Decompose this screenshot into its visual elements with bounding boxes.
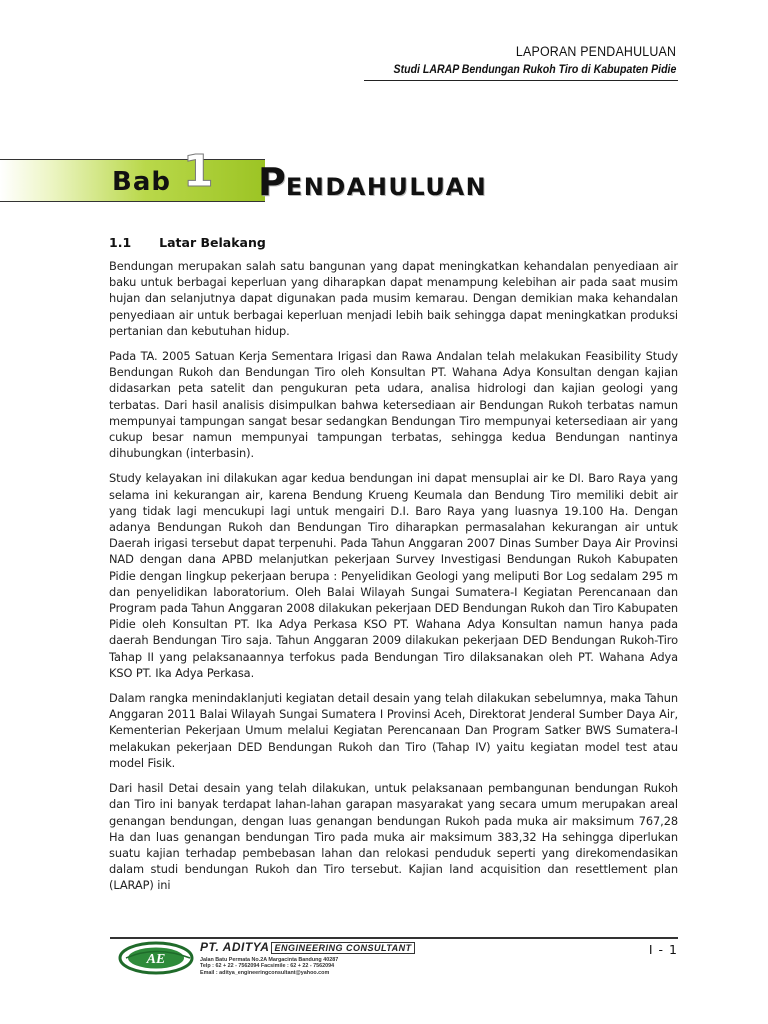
address-line: Telp : 62 + 22 - 7562094 Facsimile : 62 + 22 - 7562094 [200,963,335,970]
address-line: Jalan Batu Permata No.2A Margacinta Bandung 40287 [200,957,339,963]
chapter-title [258,160,487,204]
page-number: I - 1 [648,942,678,957]
body-text [109,258,678,903]
company-tag: ENGINEERING CONSULTANT [271,942,414,954]
chapter-label: Bab [112,167,171,197]
chapter-title-initial: P [258,160,286,204]
section-number: 1.1 [109,235,132,250]
paragraph: Bendungan merupakan salah satu bangunan yang dapat meningkatkan kehandalan penyediaan air baku untuk berbagai keperluan yang diharapkan dapat menampung kelebihan air pada saat musim hujan dan selanjutnya dapat digunakan pada musim kemarau. Dengan demikian maka kehandalan penyediaan air untuk berbagai keperluan menjadi lebih baik sehingga dapat meningkatkan produksi pertanian dan kebutuhan hidup. [109,259,678,338]
paragraph: Pada TA. 2005 Satuan Kerja Sementara Irigasi dan Rawa Andalan telah melakukan Feasibility Study Bendungan Rukoh dan Bendungan Tiro oleh Konsultan PT. Wahana Adya Konsultan dengan kajian didasarkan peta satelit dan pengukuran peta udara, analisa hidrologi dan kajian geologi yang terbatas. Dari hasil analisis disimpulkan bahwa ketersediaan air Bendungan Rukoh terbatas namun mempunyai tampungan sangat besar sedangkan Bendungan Tiro mempunyai ketersediaan air yang cukup besar namun mempunyai tampungan terbatas, sehingga kedua Bendungan nantinya dihubungkan (interbasin). [109,349,678,461]
body-bottom-margin [100,922,700,936]
chapter-title-rest: ENDAHULUAN [285,173,488,201]
running-header-title: LAPORAN PENDAHULUAN [515,44,676,59]
paragraph: Dari hasil Detai desain yang telah dilakukan, untuk pelaksanaan pembangunan bendungan Rukoh dan Tiro ini banyak terdapat lahan-lahan garapan masyarakat yang secara umum merupakan areal genangan bendungan, dengan luas genangan bendungan Rukoh pada muka air maksimum 767,28 Ha dan luas genangan bendungan Tiro pada muka air maksimum 383,32 Ha sehingga diperlukan suatu kajian terhadap pembebasan lahan dan relokasi penduduk seperti yang direkomendasikan dalam studi bendungan Rukoh dan Tiro tersebut. Kajian land acquisition dan resettlement plan (LARAP) ini [109,781,678,893]
company-address [200,957,338,976]
header-rule [364,80,678,81]
footer-rule [110,937,678,939]
paragraph: Study kelayakan ini dilakukan agar kedua bendungan ini dapat mensuplai air ke DI. Baro Raya yang selama ini kekurangan air, karena Bendung Krueng Keumala dan Bendung Tiro memiliki debit air yang tidak lagi mencukupi lagi untuk mengairi D.I. Baro Raya yang luasnya 19.100 Ha. Dengan adanya Bendungan Rukoh dan Bendungan Tiro diharapkan permasalahan kekurangan air untuk Daerah irigasi tersebut dapat terpenuhi. Pada Tahun Anggaran 2007 Dinas Sumber Daya Air Provinsi NAD dengan dana APBD melanjutkan pekerjaan Survey Investigasi Bendungan Rukoh Kabupaten Pidie dengan lingkup pekerjaan berupa : Penyelidikan Geologi yang meliputi Bor Log sedalam 295 m dan penyelidikan laboratorium. Oleh Balai Wilayah Sungai Sumatera-I Kegiatan Perencanaan dan Program pada Tahun Anggaran 2008 dilakukan pekerjaan DED Bendungan Rukoh dan Tiro Kabupaten Pidie oleh Konsultan PT. Ika Adya Perkasa KSO PT. Wahana Adya Konsultan namun hanya pada daerah Bendungan Tiro saja. Tahun Anggaran 2009 dilakukan pekerjaan DED Bendungan Rukoh-Tiro Tahap II yang pelaksanaannya terfokus pada Bendungan Tiro dilaksanakan oleh PT. Wahana Adya KSO PT. Ika Adya Perkasa. [109,471,679,680]
section-heading [109,235,266,250]
logo-lettering: AE [146,952,166,967]
chapter-number: 1 [183,146,214,197]
paragraph: Dalam rangka menindaklanjuti kegiatan detail desain yang telah dilakukan sebelumnya, maka Tahun Anggaran 2011 Balai Wilayah Sungai Sumatera I Provinsi Aceh, Direktorat Jenderal Sumber Daya Air, Kementerian Pekerjaan Umum melalui Kegiatan Perencanaan Dan Program Satker BWS Sumatera-I melakukan pekerjaan DED Bendungan Rukoh dan Tiro (Tahap IV) yaitu kegiatan model test atau model Fisik. [109,691,678,770]
address-line: Email : aditya_engineeringconsultant@yahoo.com [200,969,330,976]
company-name [200,940,415,954]
section-title: Latar Belakang [159,235,266,250]
company-logo [118,941,198,975]
running-header-subtitle: Studi LARAP Bendungan Rukoh Tiro di Kabupaten Pidie [393,62,676,76]
company-name-text: PT. ADITYA [200,940,270,954]
